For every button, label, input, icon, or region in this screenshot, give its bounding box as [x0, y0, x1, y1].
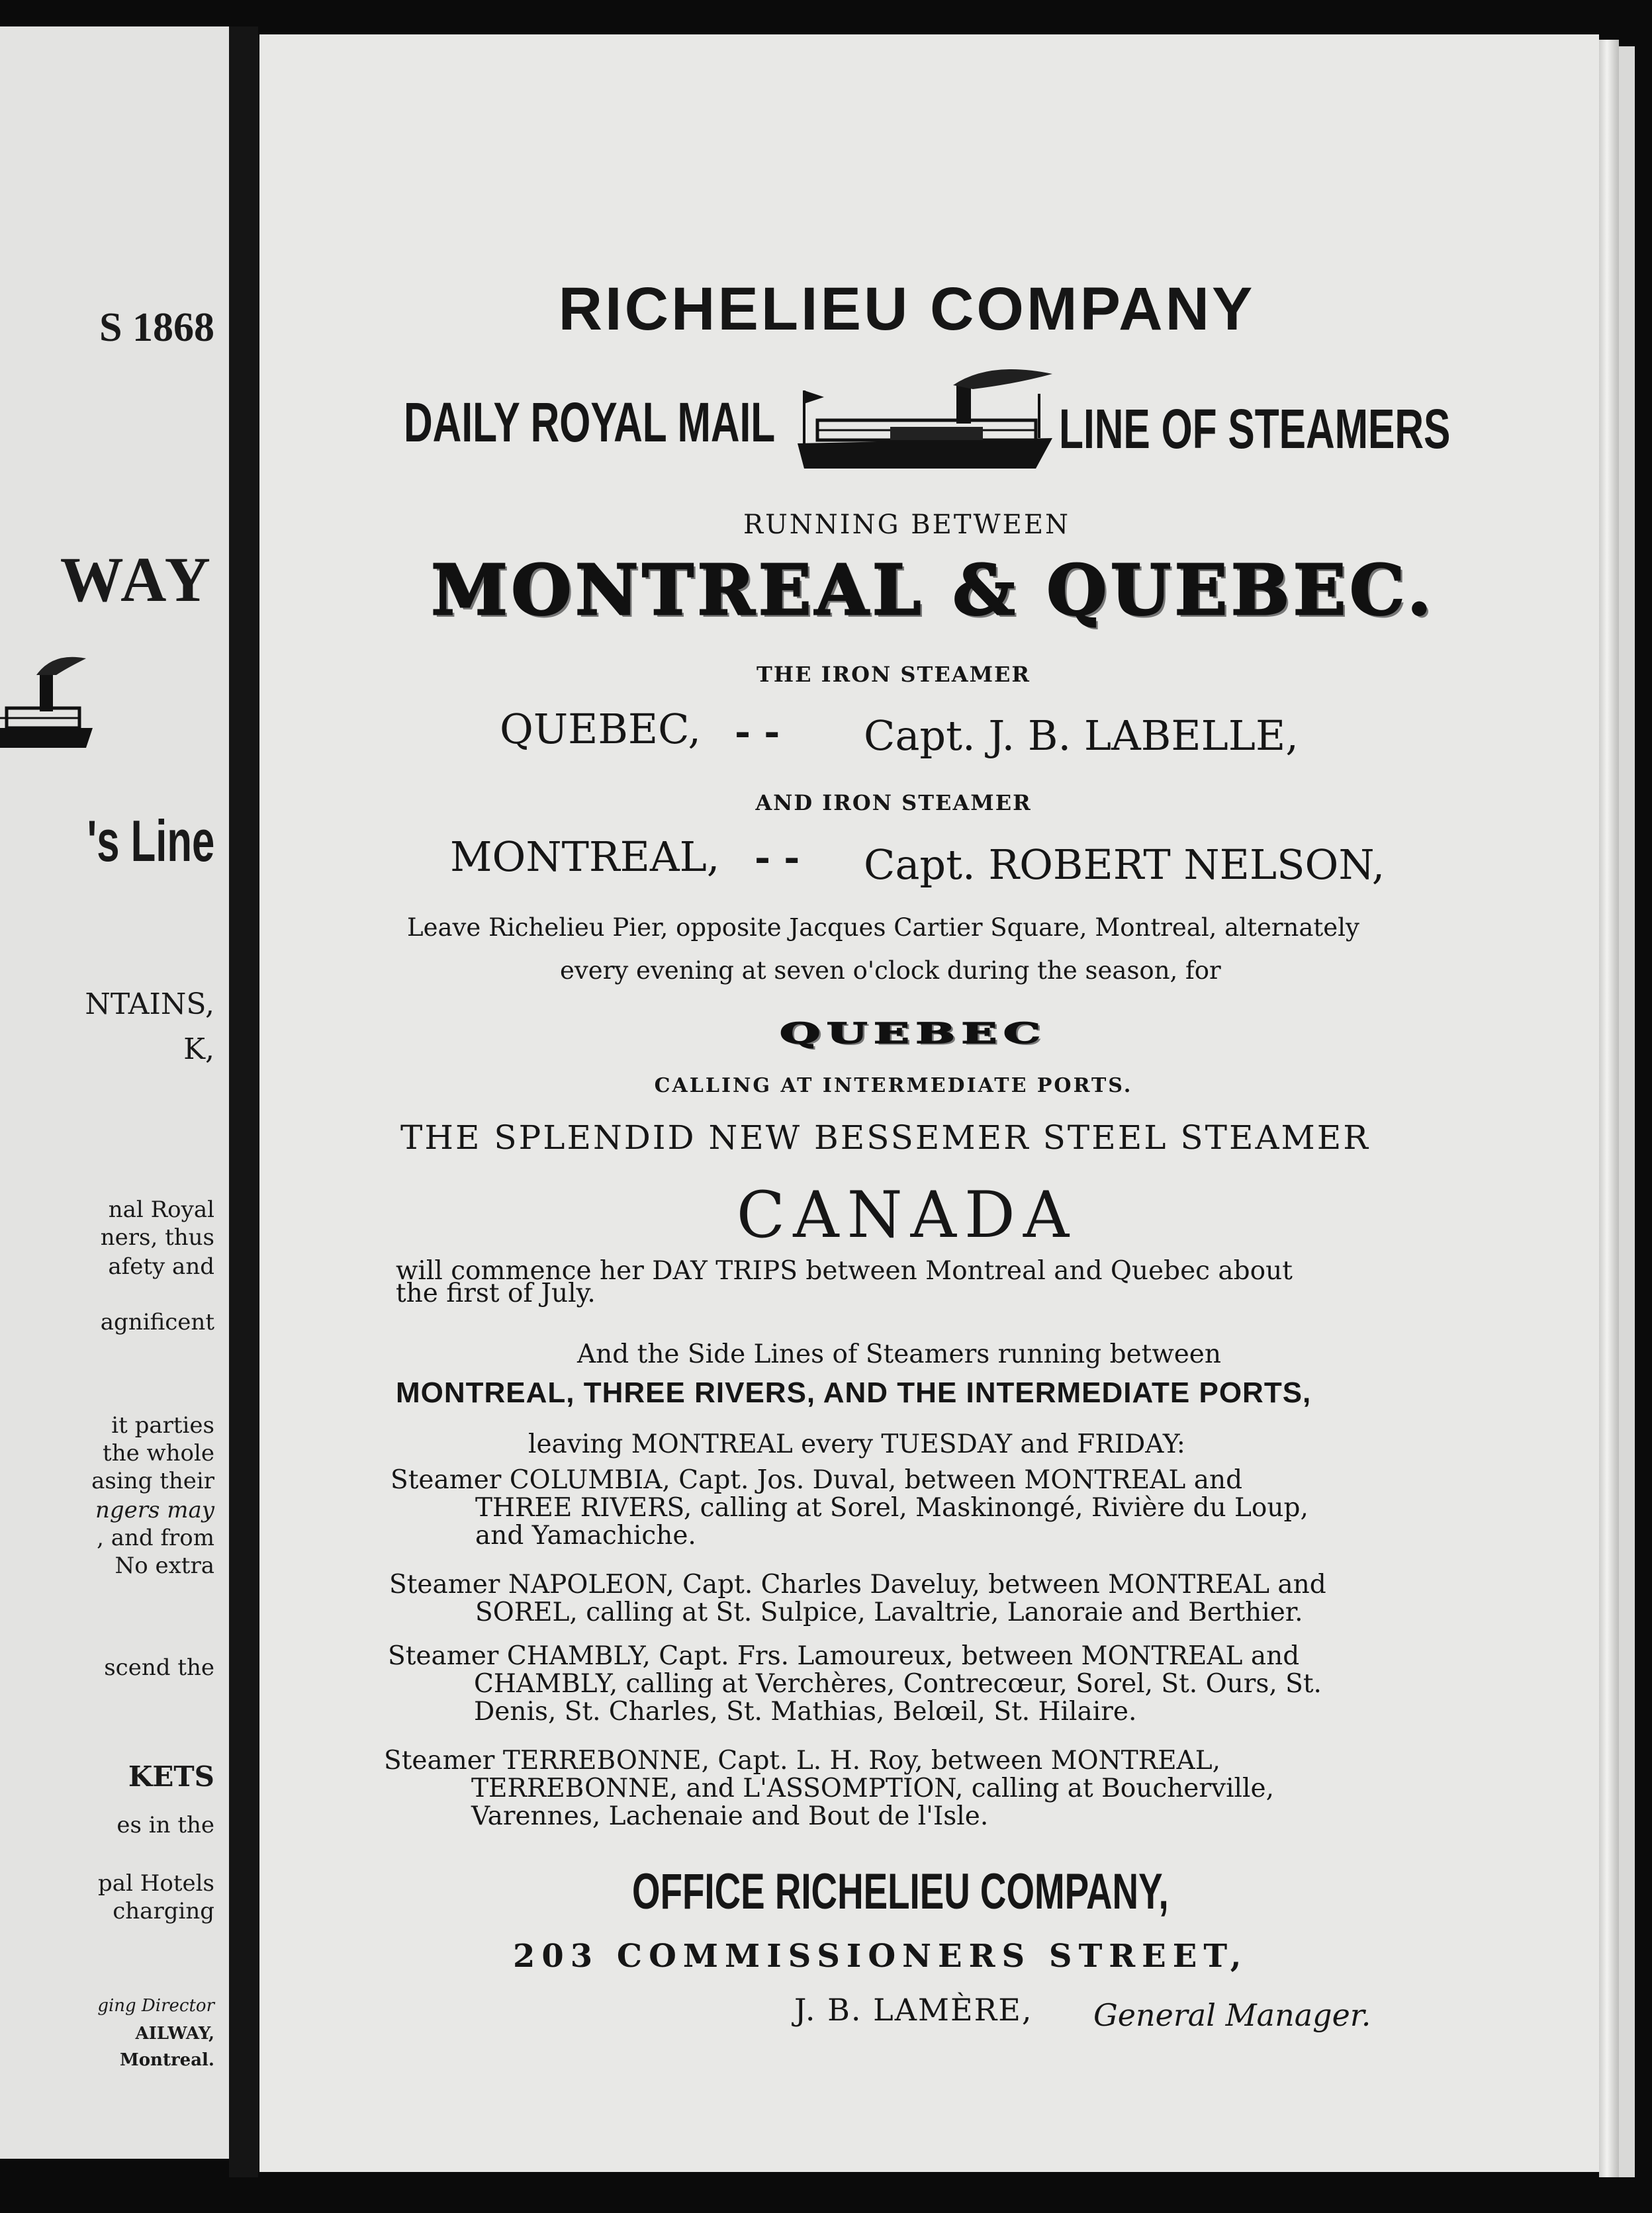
- mail-line-left: [404, 390, 774, 455]
- steamer-2-dashes: - -: [755, 835, 800, 880]
- steamboat-icon: [791, 364, 1062, 476]
- steamer-1-captain: Capt. J. B. LABELLE,: [864, 711, 1299, 760]
- calling-intermediate: CALLING AT INTERMEDIATE PORTS.: [654, 1074, 1133, 1097]
- terrebonne-line: TERREBONNE, and L'ASSOMPTION, calling at Boucherville,: [471, 1774, 1274, 1803]
- office-address: 203 COMMISSIONERS STREET,: [513, 1938, 1248, 1975]
- steamer-1-dashes: - -: [735, 709, 780, 754]
- facing-line: the whole: [103, 1440, 214, 1467]
- page-edge: [1599, 40, 1619, 2177]
- manager-name: J. B. LAMÈRE,: [794, 1992, 1033, 2028]
- facing-line: WAY: [60, 544, 214, 615]
- ad-title: RICHELIEU COMPANY: [558, 275, 1256, 343]
- leave-line-1: Leave Richelieu Pier, opposite Jacques Cartier Square, Montreal, alternately: [407, 913, 1359, 942]
- facing-line: ging Director: [97, 1996, 214, 2016]
- iron-steamer-2: AND IRON STEAMER: [755, 790, 1032, 815]
- facing-line: Montreal.: [119, 2050, 214, 2070]
- facing-line: nal Royal: [108, 1197, 214, 1223]
- facing-line: 's Line: [87, 808, 214, 874]
- steamboat-icon: [0, 649, 99, 761]
- facing-line: es in the: [116, 1812, 214, 1838]
- facing-line: NTAINS,: [85, 987, 214, 1021]
- chambly-line: Steamer CHAMBLY, Capt. Frs. Lamoureux, between MONTREAL and: [388, 1641, 1300, 1671]
- leave-line-2: every evening at seven o'clock during the season, for: [560, 956, 1221, 985]
- commence-line-2: the first of July.: [396, 1279, 596, 1308]
- mail-line-right: [1059, 397, 1483, 461]
- advertisement-page: [259, 34, 1599, 2172]
- columbia-line: THREE RIVERS, calling at Sorel, Maskinongé, Rivière du Loup,: [475, 1493, 1308, 1523]
- side-lines-intro: And the Side Lines of Steamers running between: [577, 1339, 1222, 1369]
- facing-line: charging: [113, 1898, 214, 1924]
- chambly-line: CHAMBLY, calling at Verchères, Contrecœur, Sorel, St. Ours, St.: [474, 1669, 1322, 1699]
- terrebonne-line: Steamer TERREBONNE, Capt. L. H. Roy, between MONTREAL,: [384, 1746, 1220, 1776]
- facing-line: afety and: [108, 1253, 214, 1280]
- facing-line: S 1868: [99, 305, 214, 350]
- facing-line: pal Hotels: [98, 1870, 214, 1897]
- route-heading: MONTREAL & QUEBEC.: [431, 549, 1436, 631]
- steamer-2-name: MONTREAL,: [450, 833, 720, 881]
- page-edge: [1619, 46, 1635, 2177]
- office-text: OFFICE RICHELIEU COMPANY,: [632, 1864, 1169, 1920]
- facing-line: AILWAY,: [135, 2024, 214, 2044]
- facing-line: , and from: [97, 1525, 214, 1551]
- facing-line: it parties: [111, 1412, 214, 1439]
- office-line: [632, 1863, 1228, 1920]
- steamer-1-name: QUEBEC,: [500, 705, 702, 753]
- splendid-steamer: THE SPLENDID NEW BESSEMER STEEL STEAMER: [400, 1118, 1370, 1157]
- facing-line: KETS: [128, 1760, 214, 1793]
- terrebonne-line: Varennes, Lachenaie and Bout de l'Isle.: [471, 1801, 989, 1831]
- canada-heading: CANADA: [736, 1178, 1078, 1252]
- running-between: RUNNING BETWEEN: [743, 510, 1071, 540]
- facing-line: agnificent: [100, 1309, 214, 1335]
- three-rivers-heading: MONTREAL, THREE RIVERS, AND THE INTERMEDIATE PORTS,: [396, 1377, 1312, 1409]
- facing-line: ners, thus: [100, 1224, 214, 1251]
- iron-steamer-1: THE IRON STEAMER: [757, 662, 1031, 687]
- steamer-2-captain: Capt. ROBERT NELSON,: [864, 840, 1385, 889]
- leaving-schedule: leaving MONTREAL every TUESDAY and FRIDAY:: [528, 1429, 1185, 1459]
- facing-line: asing their: [91, 1468, 214, 1494]
- facing-line: No extra: [115, 1553, 214, 1579]
- manager-title: General Manager.: [1093, 1997, 1371, 2033]
- quebec-heading: QUEBEC: [780, 1016, 1047, 1050]
- book-spine: [229, 26, 258, 2177]
- chambly-line: Denis, St. Charles, St. Mathias, Belœil, St. Hilaire.: [474, 1697, 1137, 1727]
- napoleon-line: Steamer NAPOLEON, Capt. Charles Daveluy, between MONTREAL and: [389, 1570, 1326, 1600]
- columbia-line: and Yamachiche.: [475, 1521, 696, 1551]
- mail-left-text: DAILY ROYAL MAIL: [404, 391, 776, 453]
- facing-line: scend the: [104, 1654, 214, 1681]
- commence-line-1: will commence her DAY TRIPS between Montreal and Quebec about: [396, 1256, 1293, 1286]
- facing-page: [0, 26, 229, 2159]
- facing-line: K,: [183, 1032, 214, 1066]
- napoleon-line: SOREL, calling at St. Sulpice, Lavaltrie, Lanoraie and Berthier.: [475, 1598, 1303, 1627]
- mail-right-text: LINE OF STEAMERS: [1059, 398, 1451, 460]
- facing-line: ngers may: [95, 1497, 214, 1523]
- columbia-line: Steamer COLUMBIA, Capt. Jos. Duval, between MONTREAL and: [390, 1465, 1243, 1495]
